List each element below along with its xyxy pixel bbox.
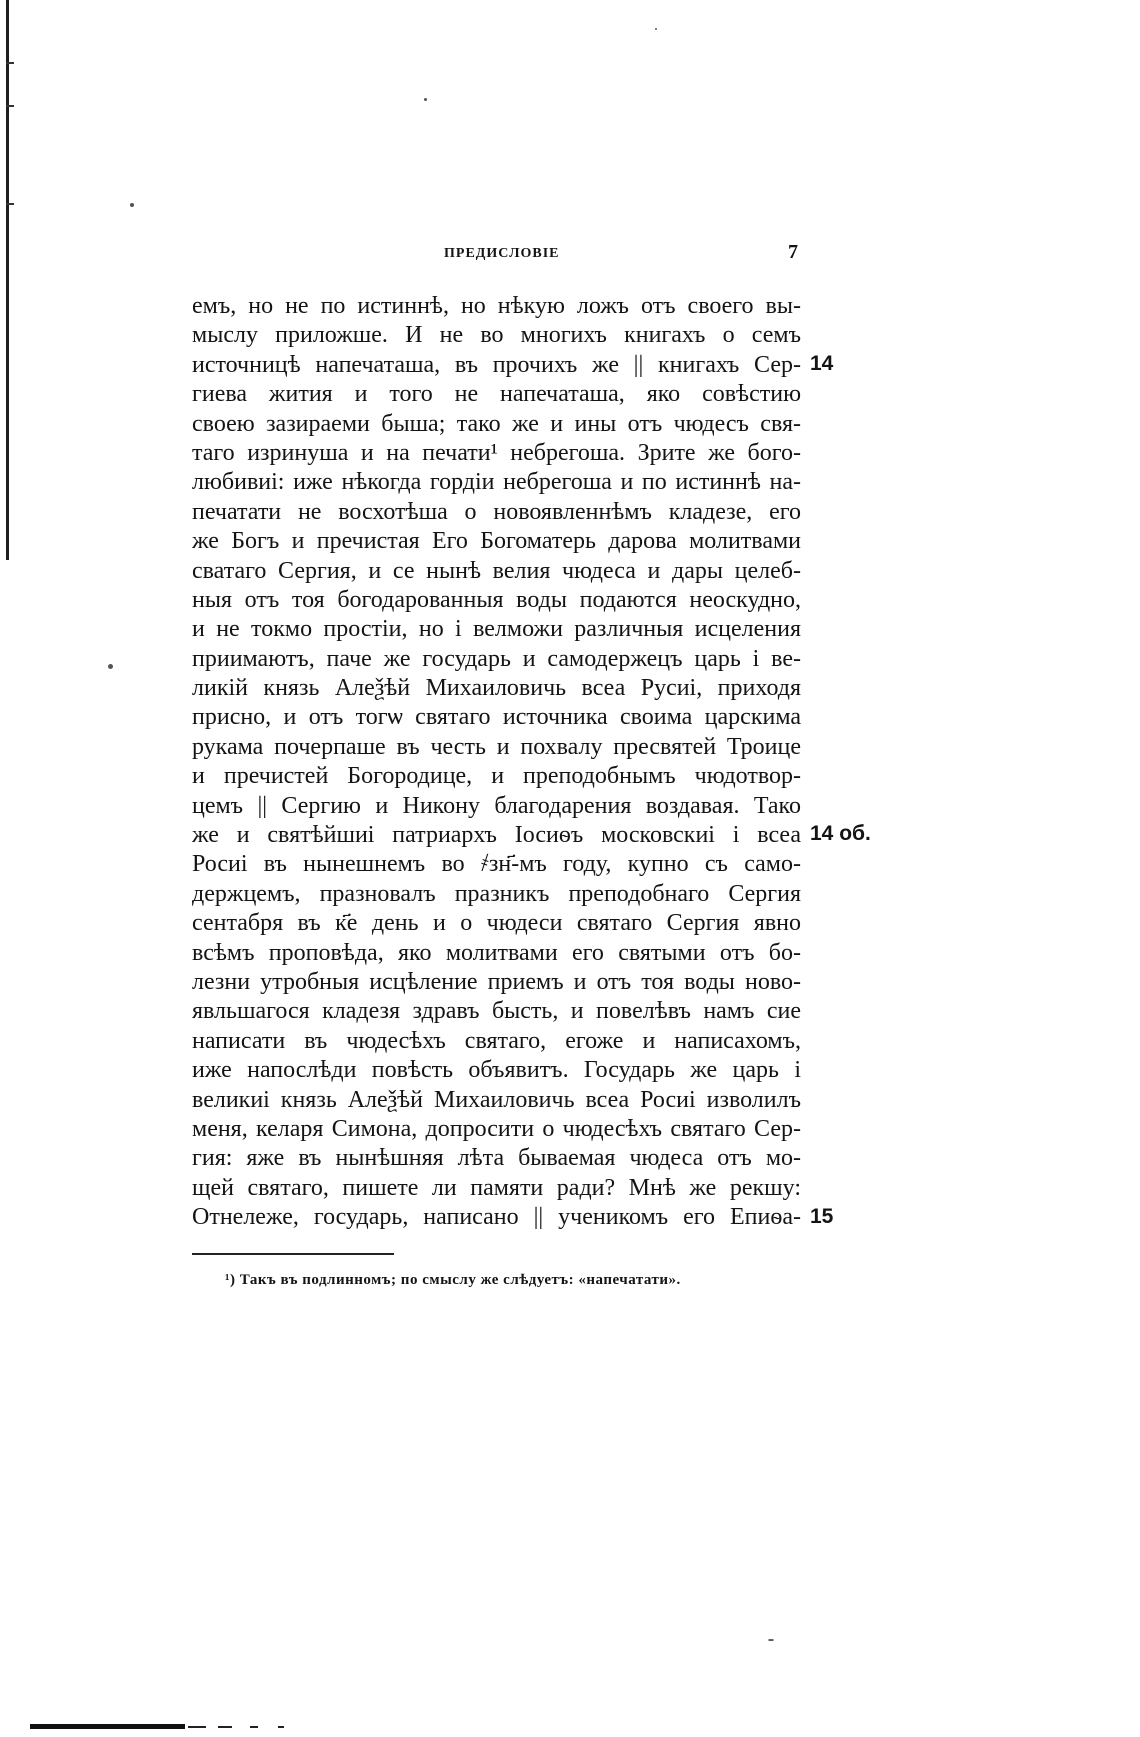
scan-bottom-dash: [218, 1726, 232, 1728]
scan-speck: [424, 98, 427, 101]
scan-bottom-dash: [250, 1726, 258, 1728]
text-line: емъ, но не по истиннѣ, но нѣкую ложъ отъ своего вы-: [192, 293, 801, 319]
footnote: ¹) Такъ въ подлинномъ; по смыслу же слѣдуетъ: «напечатати».: [225, 1272, 681, 1288]
text-line: же и святѣйшиі патриархъ Іосиѳъ московскиі і всеа: [192, 822, 801, 849]
text-line: печатати не восхотѣша о новоявленнѣмъ кладезе, его: [192, 498, 801, 525]
scan-edge-tick: [6, 203, 14, 205]
text-line: таго изринуша и на печати¹ небрегоша. Зрите же бого-: [192, 439, 801, 466]
text-line: и пречистей Богородице, и преподобнымъ чюдотвор-: [192, 763, 801, 790]
text-line: меня, келаря Симона, допросити о чюдесѣхъ святаго Сер-: [192, 1115, 801, 1142]
text-line: же Богъ и пречистая Его Богоматерь дарова молитвами: [192, 528, 801, 555]
text-line: сватаго Сергия, и се нынѣ велия чюдеса и дары целеб-: [192, 557, 801, 584]
footnote-rule: [192, 1253, 394, 1255]
scan-speck: [768, 1639, 774, 1641]
scan-bottom-dash: [278, 1726, 284, 1728]
text-line: ныя отъ тоя богодарованныя воды подаются неоскудно,: [192, 586, 801, 613]
margin-note-folio-14: 14: [810, 352, 834, 375]
margin-note-folio-15: 15: [810, 1205, 834, 1228]
text-line: великиі князь Алеѯѣй Михаиловичь всеа Росиі изволилъ: [192, 1086, 801, 1113]
text-line: и не токмо простіи, но і велможи различныя исцеления: [192, 616, 801, 643]
scan-edge-tick: [6, 105, 14, 107]
text-line: явльшагося кладезя здравъ бысть, и повелѣвъ намъ сие: [192, 998, 801, 1025]
text-line: приимаютъ, паче же государь и самодержецъ царь і ве-: [192, 645, 801, 672]
text-line: рукама почерпаше въ честь и похвалу пресвятей Троице: [192, 733, 801, 760]
scan-bottom-dash: [188, 1726, 206, 1728]
running-head: ПРЕДИСЛОВІЕ: [444, 246, 560, 261]
scan-speck: [130, 203, 134, 207]
text-line: щей святаго, пишете ли памяти ради? Мнѣ же рекшу:: [192, 1174, 801, 1201]
text-line: написати въ чюдесѣхъ святаго, егоже и написахомъ,: [192, 1027, 801, 1054]
text-line: всѣмъ проповѣда, яко молитвами его святыми отъ бо-: [192, 939, 801, 966]
text-line: любивиі: иже нѣкогда гордіи небрегоша и по истиннѣ на-: [192, 469, 801, 496]
text-line: держцемъ, празновалъ празникъ преподобнаго Сергия: [192, 880, 801, 907]
body-text: [192, 292, 801, 1233]
text-line: ликій князь Алеѯѣй Михаиловичь всеа Русиі, приходя: [192, 675, 801, 702]
text-line: иже напослѣди повѣсть объявитъ. Государь же царь і: [192, 1057, 801, 1084]
scan-speck: [108, 664, 113, 669]
text-line: своею зазираеми быша; тако же и ины отъ чюдесъ свя-: [192, 410, 801, 437]
text-line: Росиі въ нынешнемъ во ҂зн҃-мъ году, купно съ само-: [192, 851, 801, 878]
text-line: присно, и отъ тогѡ святаго источника своима царскима: [192, 704, 801, 731]
page-number: 7: [788, 241, 798, 263]
text-line: мыслу приложше. И не во многихъ книгахъ о семъ: [192, 322, 801, 349]
text-line: гиева жития и того не напечаташа, яко совѣстию: [192, 381, 801, 408]
scan-speck: [655, 28, 657, 30]
text-line: источницѣ напечаташа, въ прочихъ же || книгахъ Сер-: [192, 351, 801, 378]
text-line: сентабря въ к҃е день и о чюдеси святаго Сергия явно: [192, 910, 801, 937]
text-line: гия: яже въ нынѣшняя лѣта бываемая чюдеса отъ мо-: [192, 1145, 801, 1172]
margin-note-folio-14-ob: 14 об.: [810, 822, 871, 845]
text-line: лезни утробныя исцѣление приемъ и отъ тоя воды ново-: [192, 968, 801, 995]
text-line: цемъ || Сергию и Никону благодарения воздавая. Тако: [192, 792, 801, 819]
scan-edge-tick: [6, 62, 14, 64]
scan-bottom-rule: [30, 1724, 185, 1729]
scan-edge-line: [6, 0, 9, 560]
text-line: Отнележе, государь, написано || ученикомъ его Епиѳа-: [192, 1204, 801, 1231]
